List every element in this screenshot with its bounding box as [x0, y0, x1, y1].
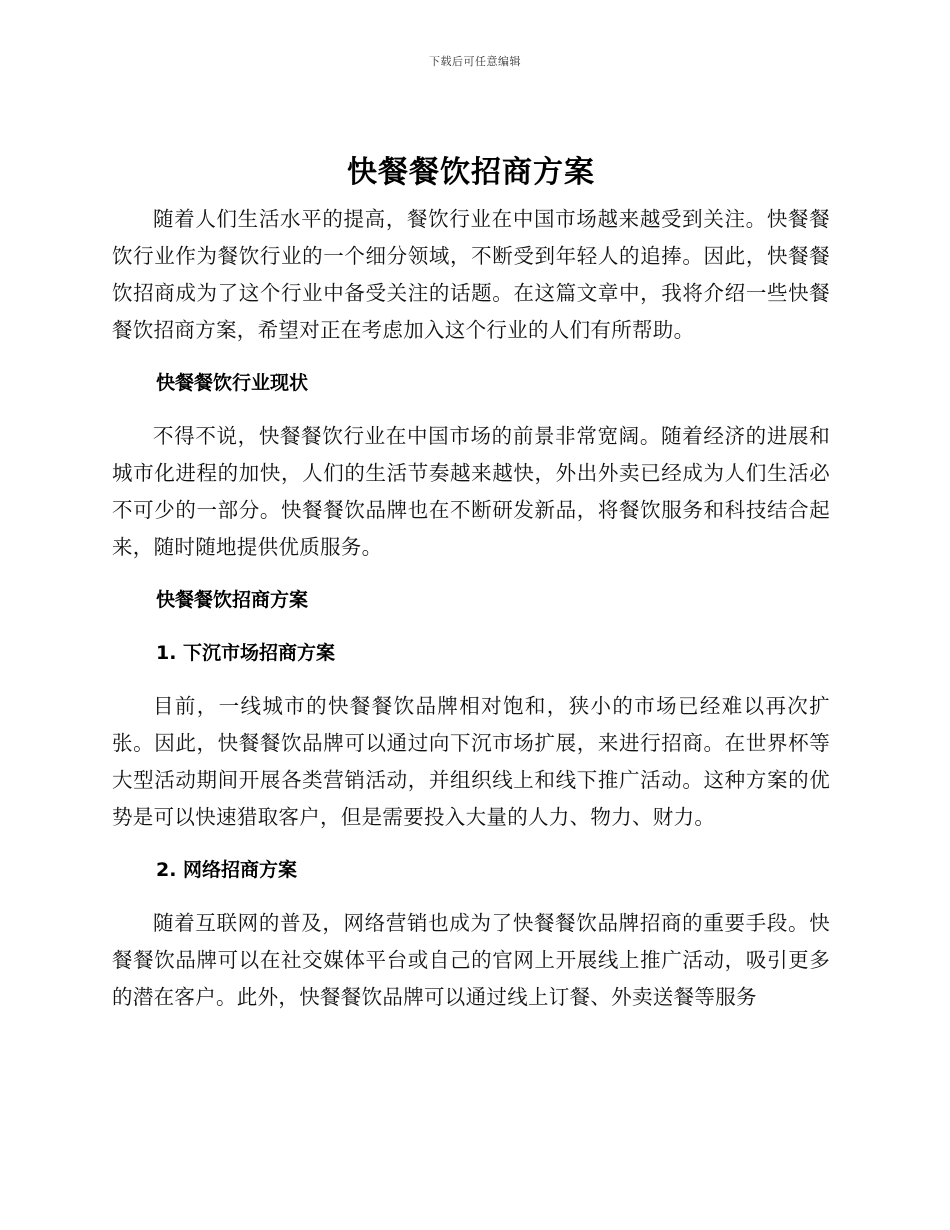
intro-paragraph: 随着人们生活水平的提高，餐饮行业在中国市场越来越受到关注。快餐餐饮行业作为餐饮行业的一个细分领域，不断受到年轻人的追捧。因此，快餐餐饮招商成为了这个行业中备受关注的话题。在这篇文章中，我将介绍一些快餐餐饮招商方案，希望对正在考虑加入这个行业的人们有所帮助。 — [112, 207, 830, 342]
section-heading-industry-status: 快餐餐饮行业现状 — [156, 372, 309, 394]
subsection-heading-online-franchise: 2. 网络招商方案 — [156, 859, 298, 881]
industry-status-paragraph: 不得不说，快餐餐饮行业在中国市场的前景非常宽阔。随着经济的进展和城市化进程的加快，人们的生活节奏越来越快，外出外卖已经成为人们生活必不可少的一部分。快餐餐饮品牌也在不断研发新品，将餐饮服务和科技结合起来，随时随地提供优质服务。 — [112, 424, 830, 559]
document-title: 快餐餐饮招商方案 — [347, 155, 595, 190]
header-note: 下载后可任意编辑 — [429, 55, 521, 68]
document-body — [112, 147, 830, 1016]
lower-tier-market-paragraph: 目前，一线城市的快餐餐饮品牌相对饱和，狭小的市场已经难以再次扩张。因此，快餐餐饮品牌可以通过向下沉市场扩展，来进行招商。在世界杯等大型活动期间开展各类营销活动，并组织线上和线下推广活动。这种方案的优势是可以快速猎取客户，但是需要投入大量的人力、物力、财力。 — [112, 694, 830, 829]
online-franchise-paragraph: 随着互联网的普及，网络营销也成为了快餐餐饮品牌招商的重要手段。快餐餐饮品牌可以在社交媒体平台或自己的官网上开展线上推广活动，吸引更多的潜在客户。此外，快餐餐饮品牌可以通过线上订餐、外卖送餐等服务 — [112, 911, 830, 1009]
section-heading-franchise-plans: 快餐餐饮招商方案 — [156, 589, 309, 611]
subsection-heading-lower-tier-market: 1. 下沉市场招商方案 — [156, 642, 336, 664]
